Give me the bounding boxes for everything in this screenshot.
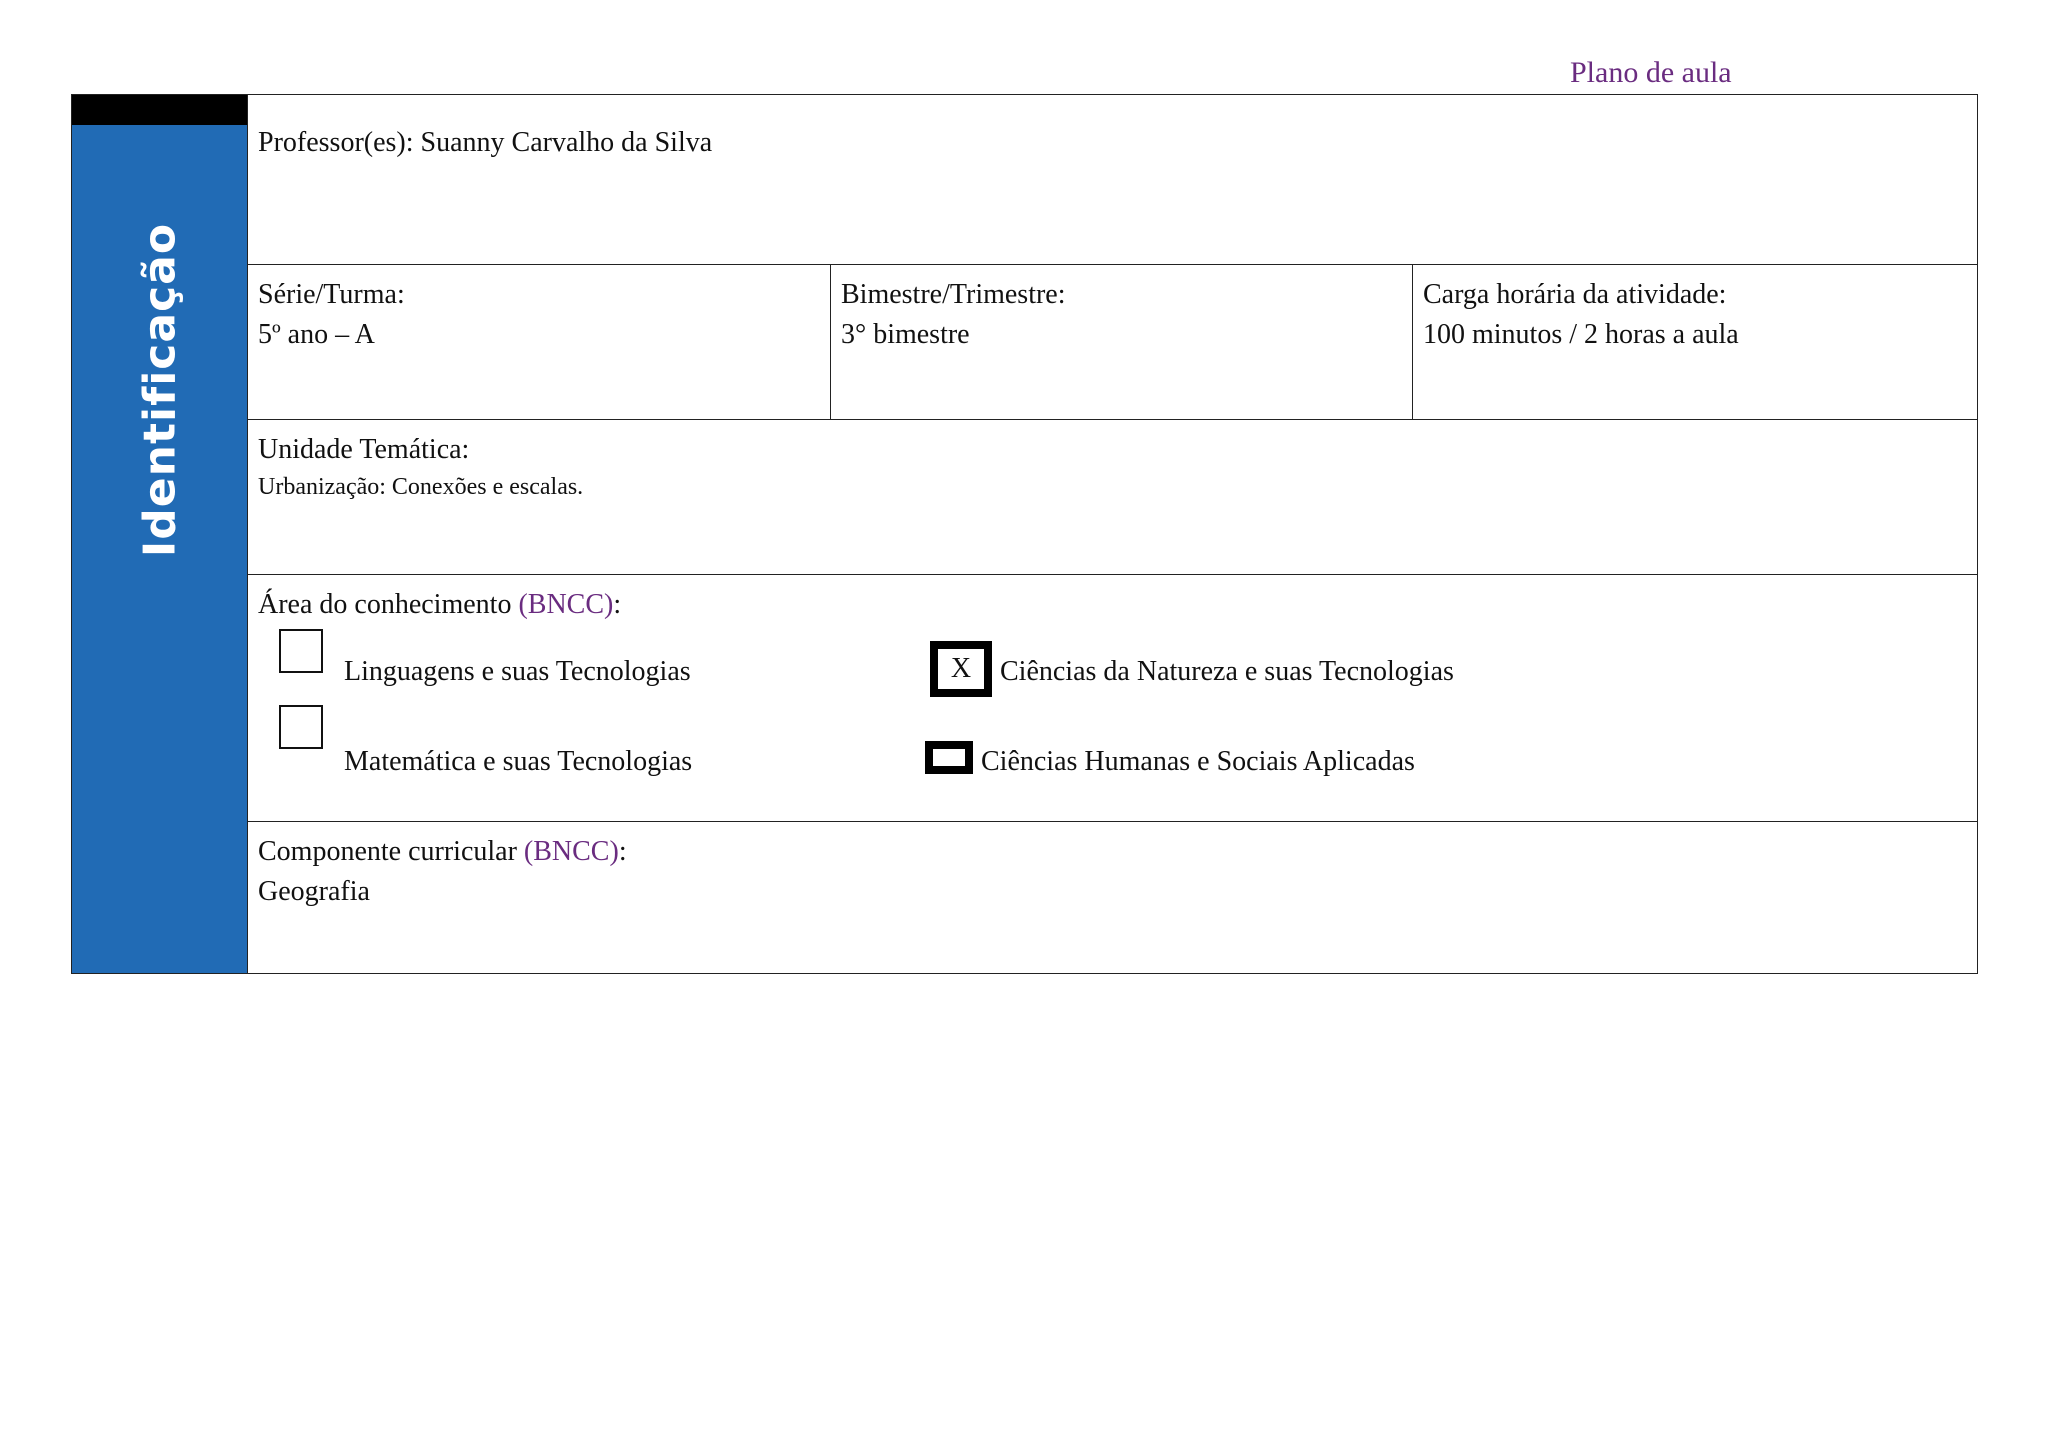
unidade-label: Unidade Temática: — [258, 434, 470, 465]
componente-row — [248, 822, 1977, 975]
area-bncc-tag: (BNCC) — [518, 589, 614, 620]
option-ciencias-natureza-label: Ciências da Natureza e suas Tecnologias — [1000, 656, 1454, 687]
sidebar — [72, 95, 247, 973]
bimestre-cell[interactable] — [830, 265, 1412, 419]
details-row — [248, 265, 1977, 420]
componente-label: Componente curricular — [258, 836, 517, 867]
sidebar-top-bar — [72, 95, 247, 125]
professor-value: Suanny Carvalho da Silva — [420, 127, 713, 158]
carga-value: 100 minutos / 2 horas a aula — [1423, 319, 1739, 350]
bimestre-value: 3° bimestre — [841, 319, 970, 350]
area-colon: : — [613, 589, 622, 620]
professor-label: Professor(es): — [258, 127, 414, 158]
componente-bncc-tag: (BNCC) — [523, 836, 619, 867]
unidade-cell[interactable] — [248, 420, 1977, 574]
checkbox-linguagens[interactable] — [279, 629, 323, 673]
unidade-row — [248, 420, 1977, 575]
componente-heading — [258, 832, 1967, 872]
checkbox-ciencias-natureza[interactable]: X — [930, 641, 992, 697]
form-content — [247, 95, 1977, 973]
professor-row — [248, 95, 1977, 265]
professor-cell[interactable] — [248, 95, 1977, 264]
checkbox-ciencias-humanas[interactable] — [925, 741, 973, 774]
option-ciencias-humanas-label: Ciências Humanas e Sociais Aplicadas — [981, 746, 1415, 777]
bimestre-label: Bimestre/Trimestre: — [841, 279, 1066, 310]
page-title: Plano de aula — [1570, 56, 1732, 89]
componente-cell[interactable] — [248, 822, 1977, 975]
option-matematica-label: Matemática e suas Tecnologias — [344, 746, 693, 777]
area-row — [248, 575, 1977, 822]
componente-value: Geografia — [258, 876, 370, 907]
identification-form — [71, 94, 1978, 974]
componente-colon: : — [618, 836, 627, 867]
carga-cell[interactable] — [1412, 265, 1977, 419]
area-cell — [248, 575, 1977, 821]
serie-cell[interactable] — [248, 265, 830, 419]
area-label: Área do conhecimento — [258, 589, 512, 620]
area-heading — [258, 585, 1967, 625]
checkbox-matematica[interactable] — [279, 705, 323, 749]
sidebar-label: Identificação — [134, 222, 186, 558]
carga-label: Carga horária da atividade: — [1423, 279, 1727, 310]
unidade-value: Urbanização: Conexões e escalas. — [258, 474, 584, 500]
serie-value: 5º ano – A — [258, 319, 375, 350]
option-linguagens-label: Linguagens e suas Tecnologias — [344, 656, 691, 687]
serie-label: Série/Turma: — [258, 279, 405, 310]
